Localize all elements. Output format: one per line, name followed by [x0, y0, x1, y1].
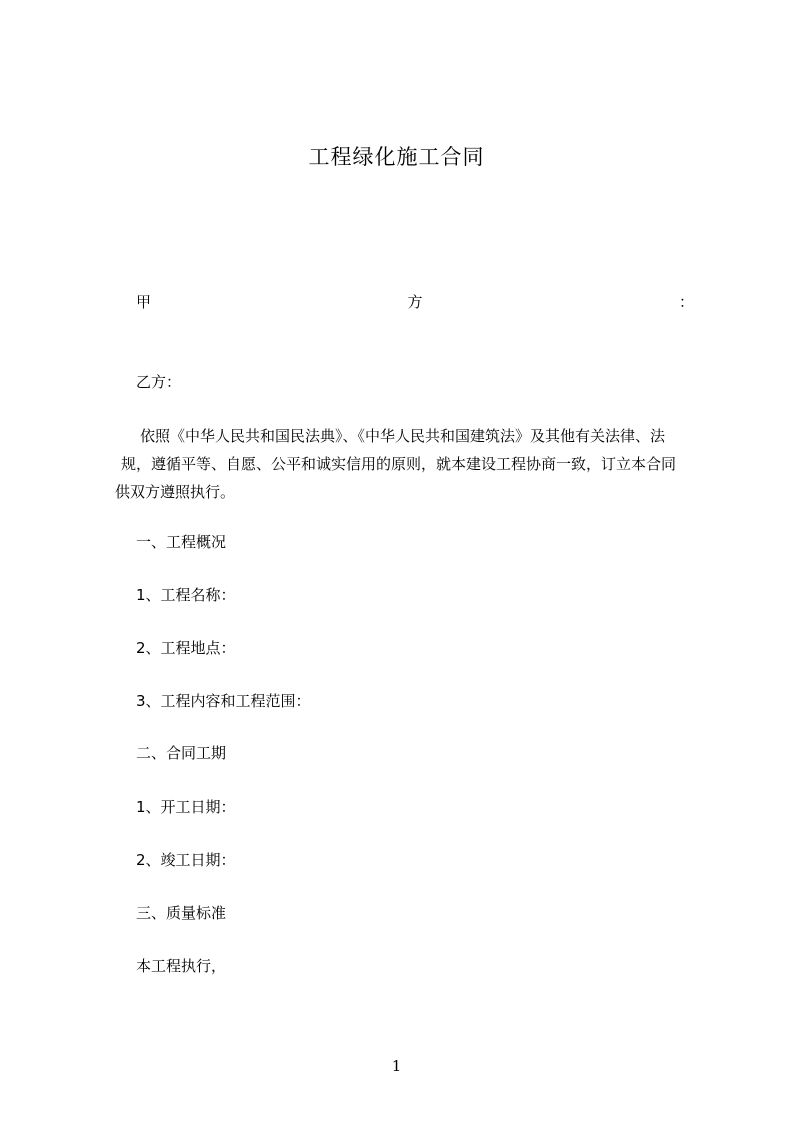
section-heading-2: 二、合同工期 [136, 744, 227, 762]
item-completion-date: 2、竣工日期： [136, 851, 236, 869]
section-heading-3: 三、质量标准 [136, 904, 227, 922]
party-a-line [136, 291, 694, 313]
section-heading-1: 一、工程概况 [136, 533, 227, 551]
intro-line-2: 规，遵循平等、自愿、公平和诚实信用的原则，就本建设工程协商一致，订立本合同 [121, 455, 677, 473]
quality-standard-text: 本工程执行， [136, 957, 227, 975]
page-number: 1 [391, 1057, 402, 1075]
intro-paragraph [115, 422, 696, 506]
party-a-label-left: 甲 [136, 293, 152, 311]
item-project-location: 2、工程地点： [136, 639, 236, 657]
item-project-name: 1、工程名称： [136, 586, 236, 604]
party-a-colon: ： [678, 293, 694, 311]
party-b-line: 乙方： [136, 373, 182, 391]
intro-line-3: 供双方遵照执行。 [115, 483, 236, 501]
intro-line-1: 依照《中华人民共和国民法典》、《中华人民共和国建筑法》及其他有关法律、法 [140, 427, 666, 445]
item-start-date: 1、开工日期： [136, 798, 236, 816]
party-a-label-mid: 方 [407, 293, 423, 311]
document-title: 工程绿化施工合同 [308, 145, 485, 169]
item-project-scope: 3、工程内容和工程范围： [136, 692, 311, 710]
